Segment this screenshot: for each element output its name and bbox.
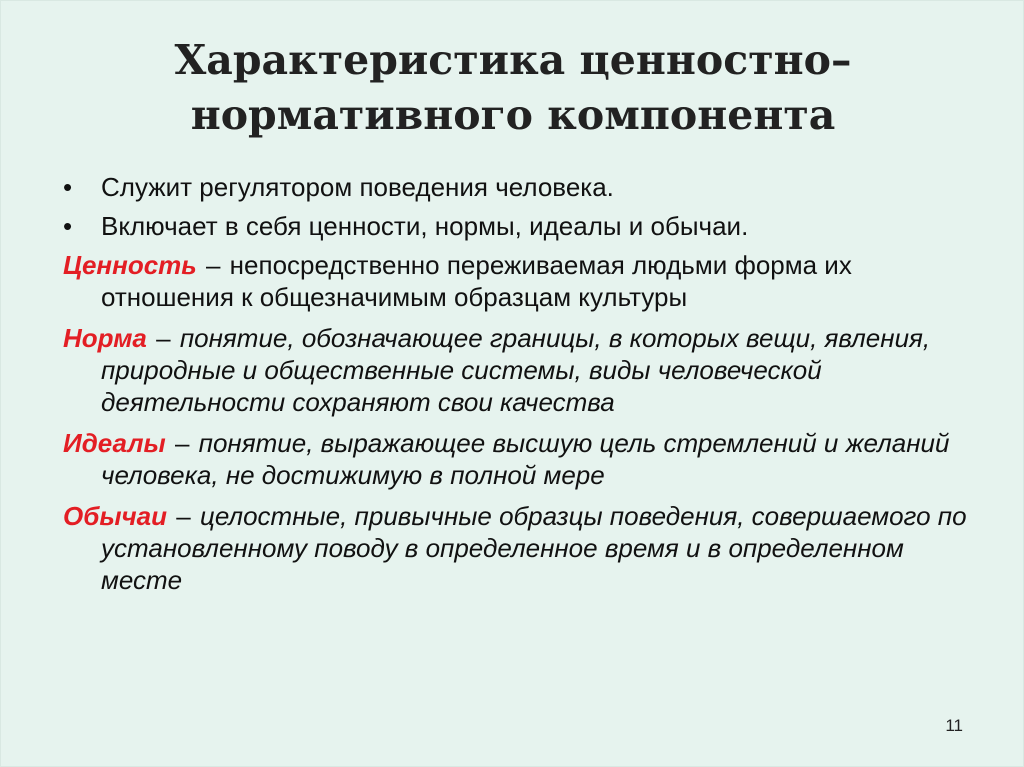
bullet-text: Включает в себя ценности, нормы, идеалы и обычаи. xyxy=(101,211,749,241)
dash-separator: – xyxy=(176,501,191,531)
bullet-dot-icon: • xyxy=(63,211,73,241)
term-value: Ценность xyxy=(63,250,197,280)
dash-separator: – xyxy=(174,428,190,458)
definition-text: непосредственно переживаемая людьми форма их отношения к общезначимым образцам культуры xyxy=(101,250,852,312)
title-line-2: нормативного компонента xyxy=(190,91,836,139)
term-ideals: Идеалы xyxy=(63,428,166,458)
bullet-item xyxy=(63,210,983,242)
dash-separator: – xyxy=(156,323,171,353)
bullet-dot-icon: • xyxy=(63,172,73,202)
definition-ideals xyxy=(63,427,983,491)
definition-text: целостные, привычные образцы поведения, совершаемого по установленному поводу в определенное время и в определенном месте xyxy=(101,501,967,595)
bullet-item xyxy=(63,171,983,203)
definition-value xyxy=(63,249,983,313)
definition-customs xyxy=(63,500,983,596)
title-line-1: Характеристика ценностно– xyxy=(174,36,852,84)
dash-separator: – xyxy=(205,250,221,280)
slide-content xyxy=(63,171,983,605)
term-norm: Норма xyxy=(63,323,147,353)
definition-text: понятие, обозначающее границы, в которых вещи, явления, природные и общественные системы, виды человеческой деятельности сохраняют свои качества xyxy=(101,323,931,417)
page-number: 11 xyxy=(945,716,963,735)
definition-text: понятие, выражающее высшую цель стремлений и желаний человека, не достижимую в полной мере xyxy=(101,428,950,490)
bullet-text: Служит регулятором поведения человека. xyxy=(101,172,614,202)
definition-norm xyxy=(63,322,983,418)
term-customs: Обычаи xyxy=(63,501,168,531)
slide-title xyxy=(61,33,965,143)
